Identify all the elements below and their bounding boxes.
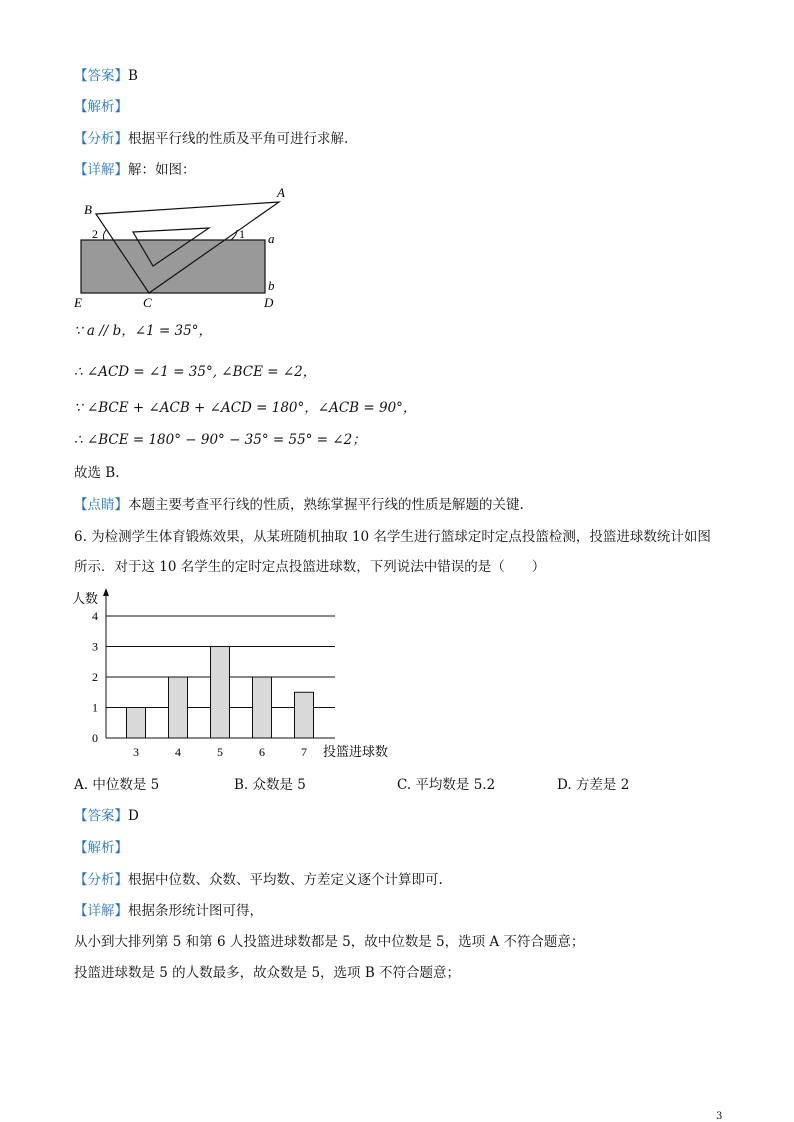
dianjing-text: 本题主要考查平行线的性质，熟练掌握平行线的性质是解题的关键. [128,497,524,513]
label-A: A [277,185,285,200]
fenxi-text: 根据中位数、众数、平均数、方差定义逐个计算即可. [128,872,443,888]
dianjing-tag: 【点睛】 [74,497,128,513]
q6-stem-line-1: 6. 为检测学生体育锻炼效果，从某班随机抽取 10 名学生进行篮球定时定点投篮检测，投篮进球数统计如图 [74,529,711,545]
x-tick-label: 5 [217,745,223,759]
q6-detail-line-2: 投篮进球数是 5 的人数最多，故众数是 5，选项 B 不符合题意； [74,965,461,981]
x-tick-label: 6 [259,745,265,759]
fenxi-text: 根据平行线的性质及平角可进行求解. [128,131,349,147]
q5-step-1: ∵ a // b，∠1 = 35°， [74,323,212,339]
y-tick-label: 4 [92,609,98,623]
y-tick-label: 2 [92,670,98,684]
xiangjie-tag: 【详解】 [74,903,128,919]
label-b: b [268,278,275,293]
q6-stem-line-2: 所示．对于这 10 名学生的定时定点投篮进球数，下列说法中错误的是（ ） [74,559,546,575]
fenxi-tag: 【分析】 [74,131,128,147]
analysis-tag: 【解析】 [74,840,128,856]
xiangjie-text: 根据条形统计图可得， [128,903,263,919]
xiangjie-tag: 【详解】 [74,162,128,178]
option-d: D. 方差是 2 [557,777,630,793]
label-B: B [84,202,92,217]
answer-value: B [128,68,138,84]
y-axis-arrow [103,588,109,596]
option-b: B. 众数是 5 [234,777,306,793]
geometry-figure [70,183,290,313]
label-angle-2: 2 [92,227,98,241]
parallel-strip [81,240,265,293]
label-E: E [74,295,82,310]
y-axis-title: 人数 [72,591,99,606]
q5-fenxi-line [74,129,348,149]
q6-analysis-tag [74,838,128,858]
q5-conclusion: 故选 B. [74,465,120,481]
y-tick-label: 1 [92,700,98,715]
fenxi-tag: 【分析】 [74,872,128,888]
q5-step-3: ∵ ∠BCE + ∠ACB + ∠ACD = 180°，∠ACB = 90°， [74,400,417,416]
answer-tag: 【答案】 [74,808,128,824]
analysis-tag: 【解析】 [74,99,128,115]
q5-answer-line [74,66,138,86]
q6-fenxi-line [74,870,443,890]
option-a: A. 中位数是 5 [74,777,160,793]
x-tick-label: 4 [175,745,181,759]
x-axis-title: 投篮进球数 [323,744,389,759]
q6-detail-line-1: 从小到大排列第 5 和第 6 人投篮进球数都是 5，故中位数是 5，选项 A 不符合题意； [74,934,585,950]
answer-tag: 【答案】 [74,68,128,84]
y-tick-label: 0 [92,731,98,745]
label-angle-1: 1 [239,227,245,241]
x-tick-label: 3 [133,745,139,759]
label-a: a [268,231,275,246]
q5-step-2: ∴ ∠ACD = ∠1 = 35°, ∠BCE = ∠2， [74,364,317,380]
bar [295,692,314,738]
q6-xiangjie-line [74,901,263,921]
q5-analysis-tag [74,97,128,117]
bar [169,677,188,738]
bar-chart [70,586,410,761]
option-c: C. 平均数是 5.2 [397,777,496,793]
label-C: C [143,295,152,310]
q5-xiangjie-line [74,160,196,180]
answer-value: D [128,808,139,824]
xiangjie-text: 解：如图： [128,162,196,178]
x-tick-label: 7 [301,745,307,759]
bar [211,647,230,739]
bar [253,677,272,738]
angle-2-arc [103,230,106,240]
bar [127,708,146,739]
page-number: 3 [716,1111,723,1122]
y-tick-label: 3 [92,639,98,654]
q5-dianjing-line [74,495,524,515]
q5-step-4: ∴ ∠BCE = 180° − 90° − 35° = 55° = ∠2； [74,432,366,448]
label-D: D [264,295,274,310]
q6-answer-line [74,806,139,826]
